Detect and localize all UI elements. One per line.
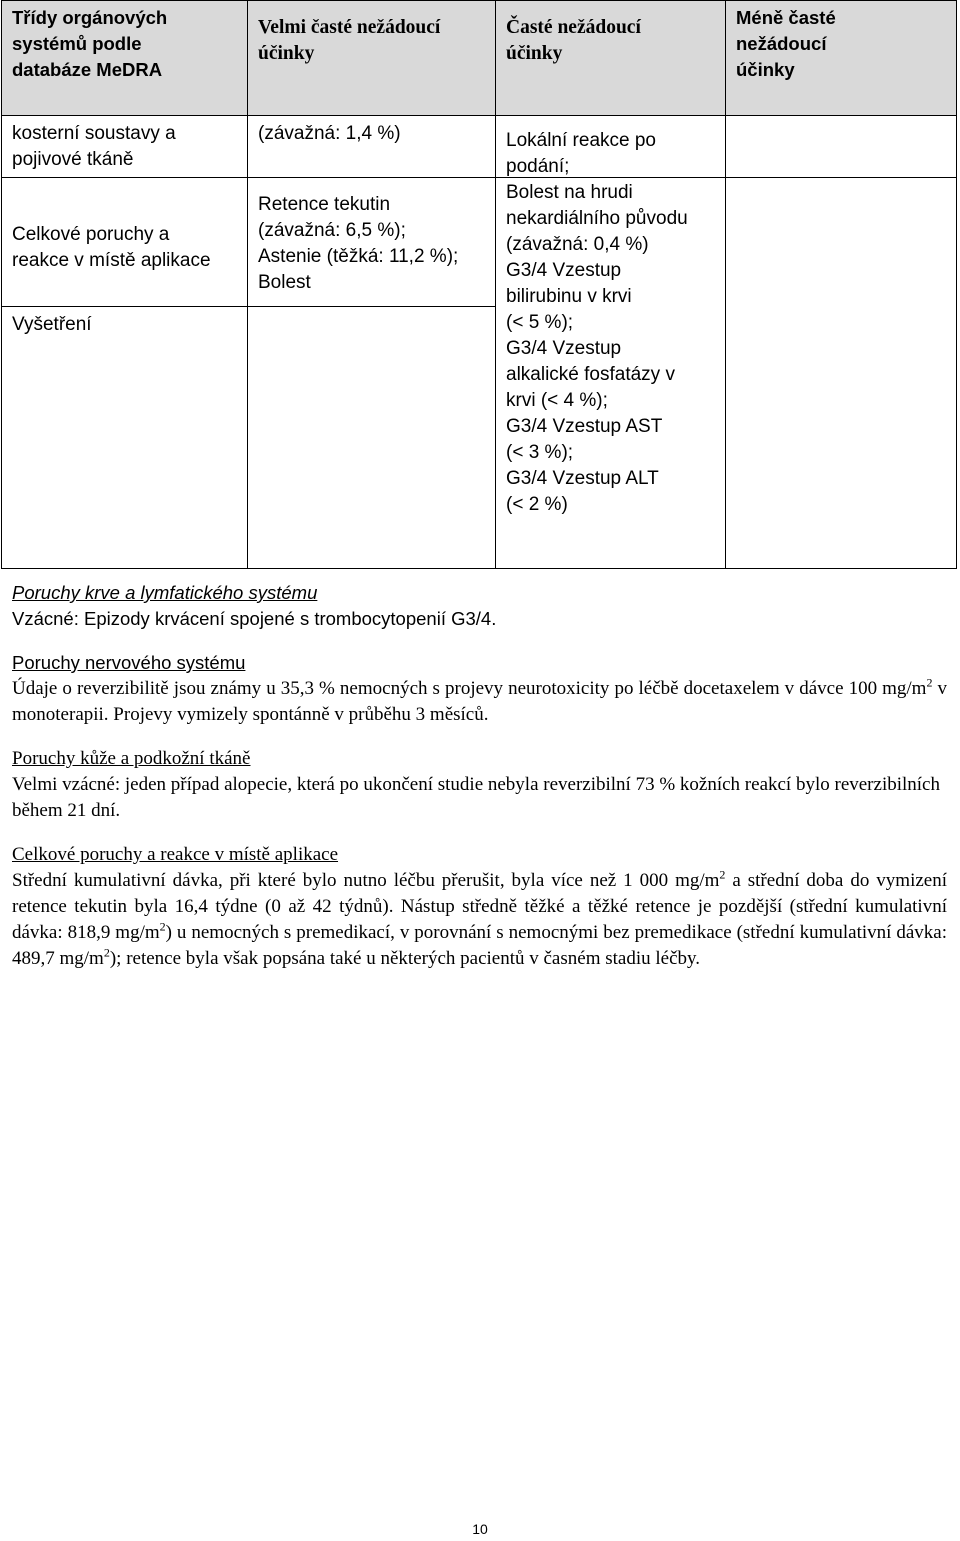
cell-line: kosterní soustavy a — [12, 123, 176, 144]
header-line: databáze MeDRA — [12, 59, 163, 80]
table-header-row — [2, 1, 957, 116]
section-general — [12, 842, 947, 972]
cell-line: Vyšetření — [12, 314, 92, 335]
section-nervous — [12, 650, 947, 728]
cell-line: (< 2 %) — [506, 494, 568, 515]
cell-line: reakce v místě aplikace — [12, 250, 211, 271]
section-title: Celkové poruchy a reakce v místě aplikace — [12, 844, 339, 865]
section-body — [12, 676, 947, 728]
cell-line: G3/4 Vzestup ALT — [506, 468, 659, 489]
header-line: účinky — [258, 43, 315, 64]
cell-very-common — [248, 178, 496, 307]
cell-soc — [2, 178, 248, 307]
header-line: systémů podle — [12, 33, 142, 54]
header-very-common — [248, 1, 496, 116]
superscript: 2 — [926, 675, 933, 690]
cell-line: (závažná: 1,4 %) — [258, 123, 401, 144]
text-run: Střední kumulativní dávka, při které bylo nutno léčbu přerušit, byla více než 1 000 mg/m — [12, 870, 720, 891]
cell-uncommon — [726, 178, 957, 569]
cell-soc — [2, 116, 248, 178]
section-title: Poruchy kůže a podkožní tkáně — [12, 748, 251, 769]
text-run: a střední doba do vymizení retence tekutin byla 16,4 týdne (0 až 42 týdnů). Nástup středně těžké a těžké retence je pozdější (střední kumulativní dávka: 818,9 mg/m — [12, 870, 947, 943]
header-line: Velmi časté nežádoucí — [258, 17, 441, 38]
section-title: Poruchy krve a lymfatického systému — [12, 582, 318, 603]
cell-line: pojivové tkáně — [12, 149, 134, 170]
header-line: Méně časté — [736, 7, 836, 28]
header-line: nežádoucí — [736, 33, 827, 54]
cell-line: G3/4 Vzestup — [506, 338, 622, 359]
cell-soc — [2, 307, 248, 569]
adverse-effects-table — [1, 0, 957, 569]
cell-line: nekardiálního původu — [506, 208, 688, 229]
cell-line: Celkové poruchy a — [12, 224, 170, 245]
cell-line: (< 3 %); — [506, 442, 574, 463]
cell-line: krvi (< 4 %); — [506, 390, 608, 411]
section-body: Velmi vzácné: jeden případ alopecie, která po ukončení studie nebyla reverzibilní 73 % kožních reakcí bylo reverzibilních během 21 dní. — [12, 774, 940, 821]
cell-line: Astenie (těžká: 11,2 %); — [258, 246, 459, 267]
cell-line: G3/4 Vzestup AST — [506, 416, 663, 437]
cell-line: (< 5 %); — [506, 312, 574, 333]
header-line: Třídy orgánových — [12, 7, 168, 28]
cell-line: podání; — [506, 156, 570, 177]
section-title: Poruchy nervového systému — [12, 652, 246, 673]
body-text — [12, 580, 947, 990]
header-soc — [2, 1, 248, 116]
cell-line: Bolest — [258, 272, 311, 293]
section-body: Vzácné: Epizody krvácení spojené s trombocytopenií G3/4. — [12, 608, 497, 629]
header-line: Časté nežádoucí — [506, 17, 641, 38]
cell-line: G3/4 Vzestup — [506, 260, 622, 281]
header-line: účinky — [736, 59, 795, 80]
cell-line: alkalické fosfatázy v — [506, 364, 675, 385]
header-line: účinky — [506, 43, 563, 64]
table-row — [2, 178, 957, 307]
superscript: 2 — [719, 867, 726, 882]
cell-uncommon — [726, 116, 957, 178]
table-row — [2, 116, 957, 178]
text-run: Údaje o reverzibilitě jsou známy u 35,3 % nemocných s projevy neurotoxicity po léčbě docetaxelem v dávce 100 mg/m — [12, 678, 927, 699]
cell-line: (závažná: 6,5 %); — [258, 220, 406, 241]
cell-line: (závažná: 0,4 %) — [506, 234, 649, 255]
cell-line: Lokální reakce po — [506, 130, 656, 151]
cell-line: Retence tekutin — [258, 194, 391, 215]
text-run: ); retence byla však popsána také u některých pacientů v časném stadiu léčby. — [109, 948, 701, 969]
cell-very-common — [248, 307, 496, 569]
header-soc-lines — [12, 5, 237, 83]
section-skin — [12, 746, 947, 824]
header-common — [496, 1, 726, 116]
cell-line: bilirubinu v krvi — [506, 286, 632, 307]
cell-common — [496, 130, 726, 569]
page-number: 10 — [472, 1521, 488, 1537]
text-run: ) u nemocných s premedikací, v porovnání s nemocnými bez premedikace (střední kumulativní dávka: 489,7 mg/m — [12, 922, 947, 969]
cell-line: Bolest na hrudi — [506, 182, 633, 203]
header-uncommon — [726, 1, 957, 116]
text-run: v monoterapii. Projevy vymizely spontánně v průběhu 3 měsíců. — [12, 678, 948, 725]
section-blood — [12, 580, 947, 632]
section-body — [12, 868, 947, 972]
superscript: 2 — [103, 945, 110, 960]
superscript: 2 — [159, 919, 166, 934]
cell-very-common — [248, 116, 496, 178]
